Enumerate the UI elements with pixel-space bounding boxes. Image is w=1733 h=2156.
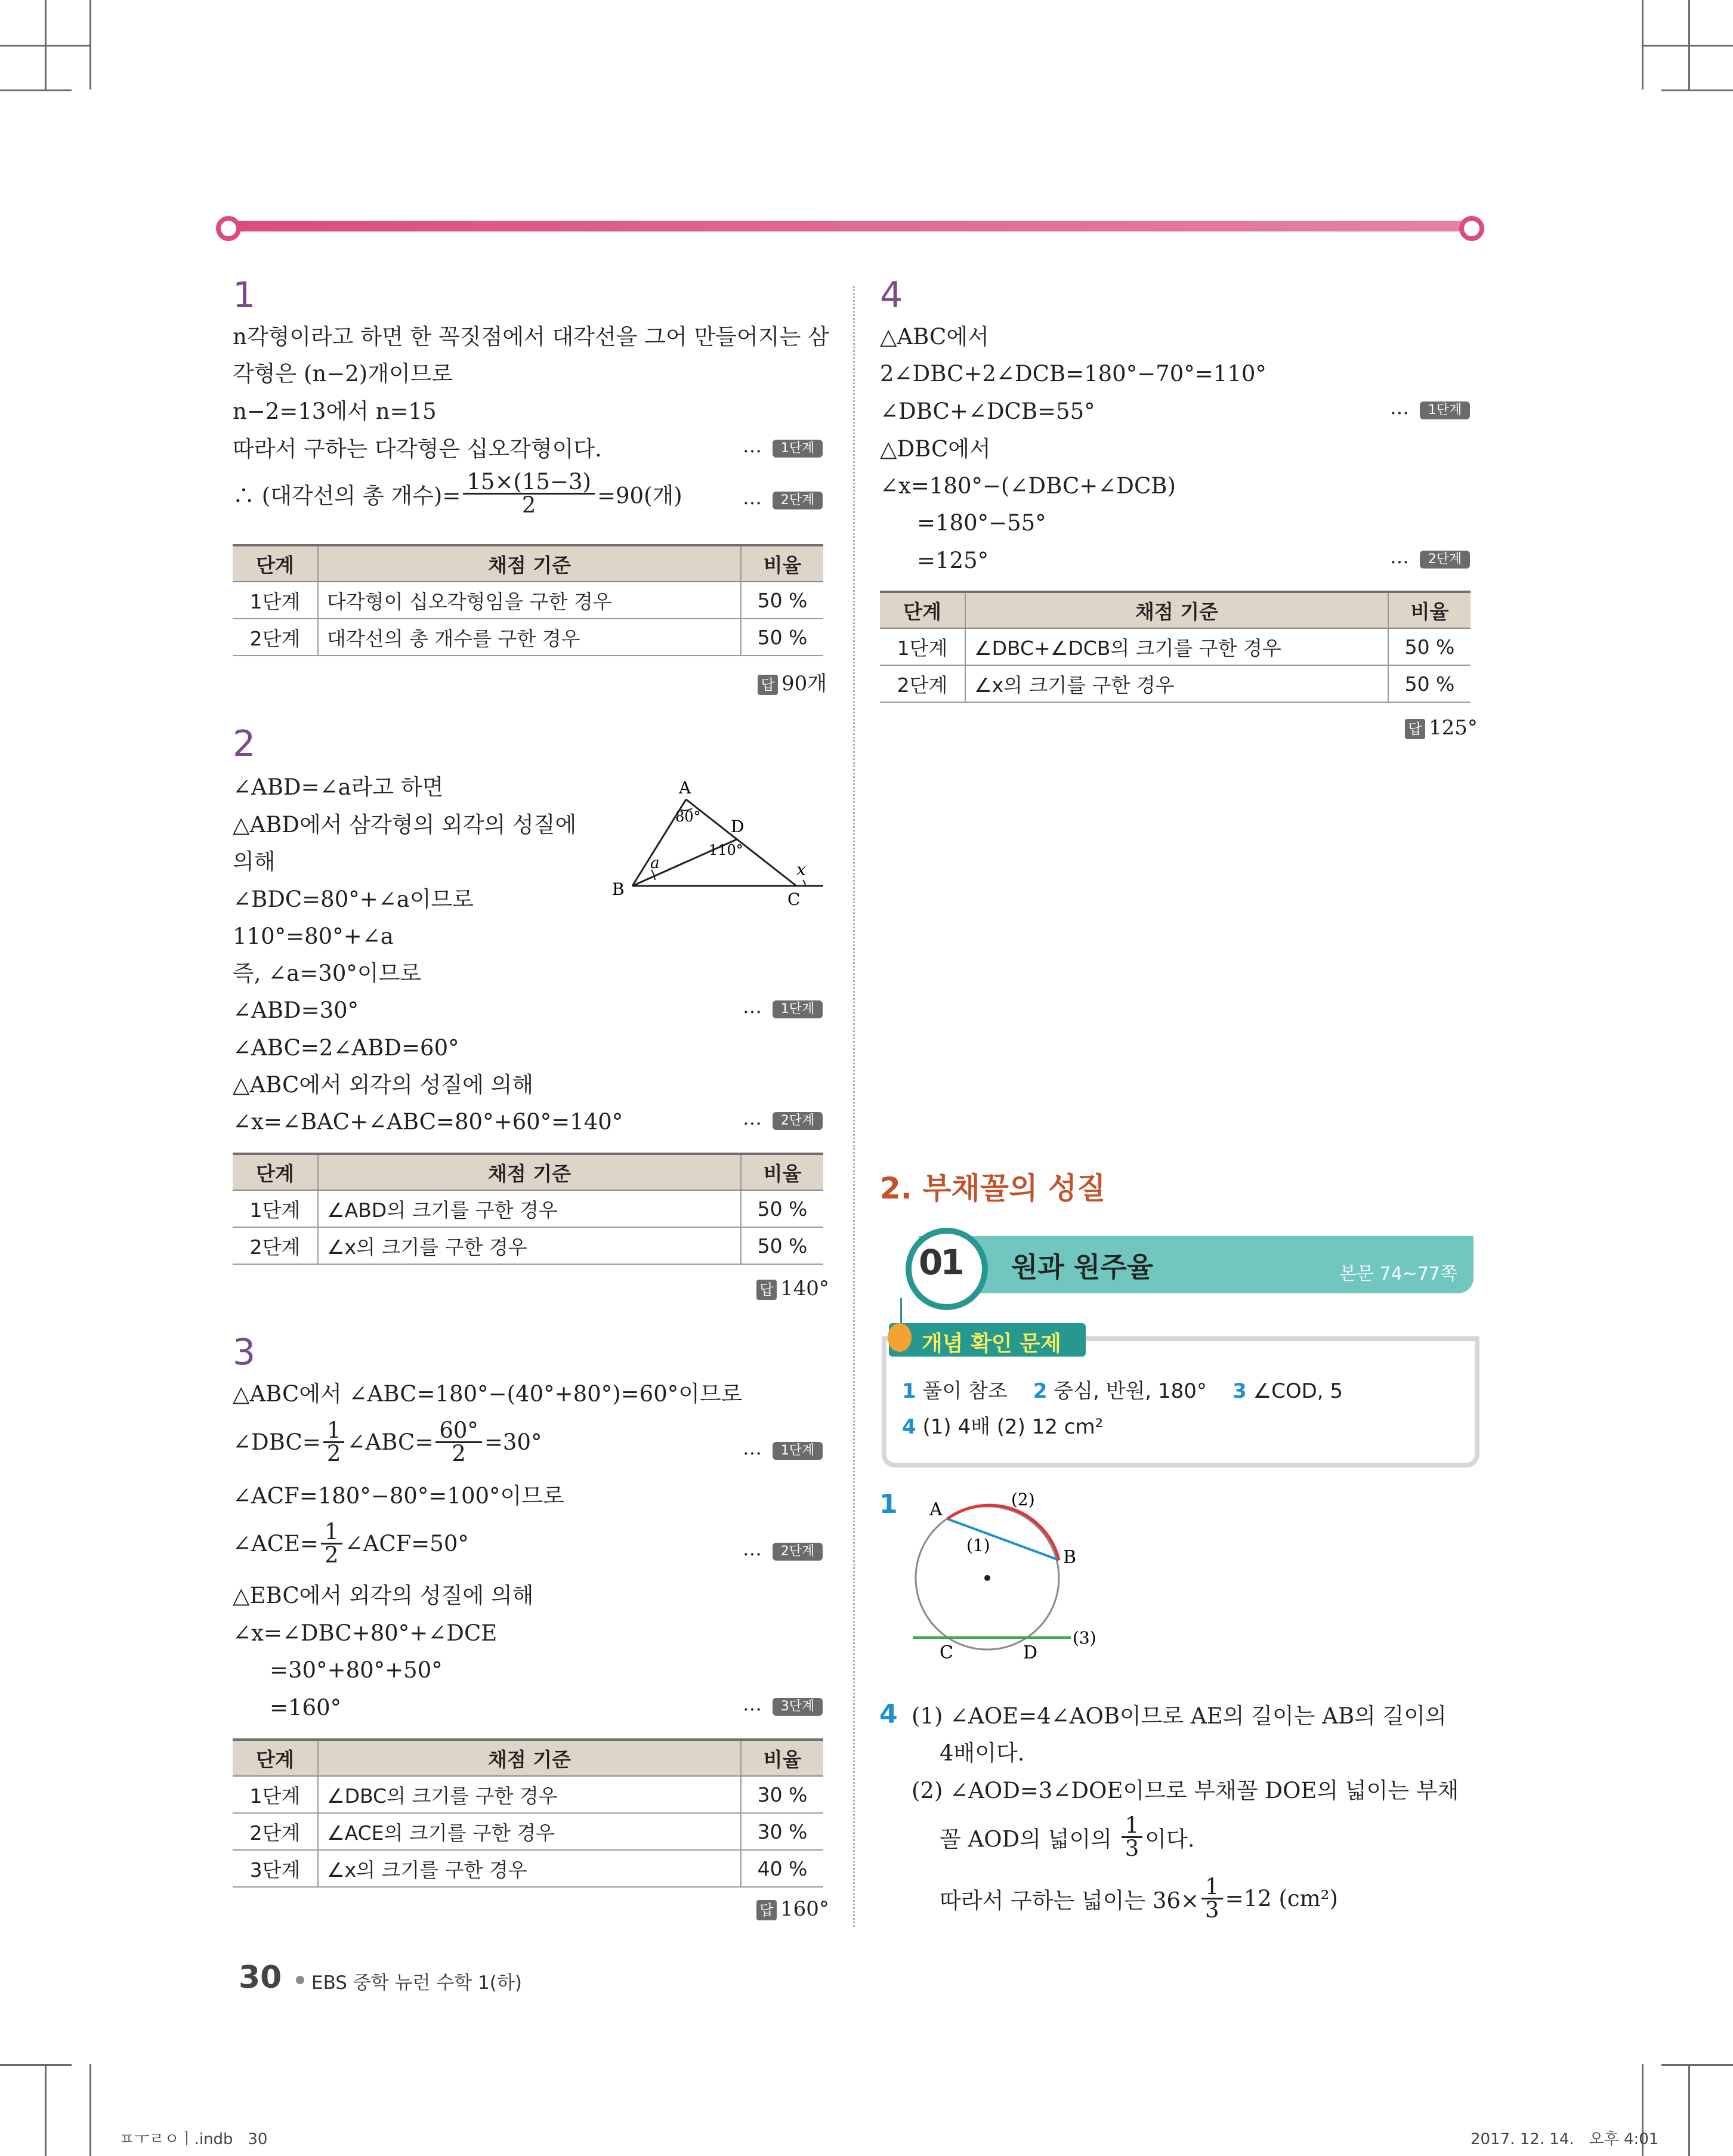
step-dots: … [743,1537,763,1560]
table-cell: 1단계 [880,628,965,665]
unit-number: 01 [919,1242,962,1283]
fraction [463,471,595,516]
angle-x-label: x [796,860,806,879]
vertex-label-d: D [731,817,745,836]
fraction-denominator: 3 [1205,1897,1219,1923]
table-cell: ∠x의 크기를 구한 경우 [965,665,1388,702]
table-cell: ∠DBC의 크기를 구한 경우 [318,1776,741,1813]
table-header: 비율 [741,1154,823,1190]
table-cell: 1단계 [233,582,318,619]
solution-line: =160° [270,1695,342,1721]
fraction-denominator: 2 [521,492,536,518]
table-cell: 50 % [741,1227,823,1264]
answer-value: 140° [780,1277,829,1301]
unit-pages: 본문 74~77쪽 [1339,1264,1457,1284]
formula-part: ∠ABC= [347,1429,434,1455]
circle-figure [907,1485,1122,1664]
fraction-denominator: 2 [326,1441,341,1466]
fraction-denominator: 2 [452,1441,466,1466]
fraction [321,1521,342,1566]
concept-num: 1 [902,1379,916,1403]
angle-110-label: 110° [709,842,743,858]
table-cell: 2단계 [233,1227,318,1264]
concept-label: 개념 확인 문제 [922,1332,1061,1356]
table-header: 채점 기준 [318,545,741,582]
angle-a-label: a [650,854,660,872]
answer-mark: 답 [1405,719,1425,739]
bulb-icon [888,1323,912,1352]
fraction [435,1417,482,1466]
step-badge: 1단계 [773,1000,823,1018]
question-number: 3 [233,1332,256,1373]
point-label-a: A [929,1499,943,1520]
triangle-figure [608,773,829,907]
step-dots: … [1390,396,1410,419]
step-badge: 2단계 [773,1543,823,1561]
solution-line [233,1417,542,1466]
footer-bullet [296,1976,304,1984]
problem-number: 1 [879,1489,898,1519]
table-cell: 50 % [741,582,823,619]
page-number: 30 [239,1960,282,1996]
formula-part: =90(개) [597,483,682,509]
answer [756,1897,829,1921]
table-cell: 50 % [1388,628,1471,665]
table-header: 채점 기준 [318,1740,741,1776]
step-badge: 1단계 [773,440,823,458]
solution-line: 의해 [233,849,276,875]
table-cell: 30 % [741,1813,823,1850]
solution-line: ∠ABD=∠a라고 하면 [233,774,444,800]
point-label-b: B [1063,1547,1077,1568]
answer [1405,716,1478,740]
table-row [233,1227,823,1264]
solution-line [233,1521,469,1566]
crop-mark [1688,2064,1690,2156]
grading-table [233,1738,823,1888]
solution-line: △ABC에서 ∠ABC=180°−(40°+80°)=60°이므로 [233,1381,743,1407]
point-label-d: D [1023,1642,1038,1663]
concept-answer: (1) 4배 (2) 12 cm² [922,1415,1104,1439]
solution-line: ∠DBC+∠DCB=55° [880,399,1095,424]
concept-num: 4 [902,1415,916,1439]
book-title: EBS 중학 뉴런 수학 1(하) [311,1972,522,1994]
grading-table [233,544,823,656]
table-cell: ∠x의 크기를 구한 경우 [318,1850,741,1887]
fraction-numerator: 1 [1122,1815,1143,1838]
step-badge: 1단계 [1420,401,1470,419]
table-row [233,582,823,619]
solution-line: △DBC에서 [880,436,991,462]
crop-mark [89,2064,91,2156]
table-cell: 50 % [741,1190,823,1227]
concept-answer: ∠COD, 5 [1253,1379,1343,1403]
formula-part: =30° [484,1429,542,1455]
table-row [880,628,1471,665]
table-row [233,1813,823,1850]
vertex-label-a: A [679,778,691,798]
table-cell: 1단계 [233,1776,318,1813]
table-header: 채점 기준 [965,592,1388,628]
formula-part: 이다. [1145,1826,1195,1852]
column-divider [853,286,855,1927]
step-dots: … [743,1692,763,1715]
solution-line: 110°=80°+∠a [233,923,394,949]
solution-line [940,1876,1338,1921]
table-header: 비율 [741,1740,823,1776]
table-row [233,619,823,656]
solution-line [233,471,682,516]
concept-answer: 풀이 참조 [922,1379,1008,1403]
solution-line: =125° [917,548,989,573]
crop-mark [1644,45,1733,47]
solution-line: (2) ∠AOD=3∠DOE이므로 부채꼴 DOE의 넓이는 부채 [912,1778,1459,1803]
table-cell: 2단계 [233,1813,318,1850]
table-header: 채점 기준 [318,1154,741,1190]
table-cell: 2단계 [880,665,965,702]
step-dots: … [743,1437,763,1459]
file-name: ㅍㅜㄹㅇㅣ.indb 30 [119,2130,268,2148]
concept-num: 2 [1033,1379,1048,1403]
crop-mark [89,0,91,89]
fraction-denominator: 3 [1125,1836,1139,1861]
table-cell: 30 % [741,1776,823,1813]
crop-mark [1661,2064,1733,2066]
formula-part: 따라서 구하는 넓이는 36× [940,1888,1200,1914]
formula-part: ∠ACE= [233,1531,319,1556]
step-dots: … [743,486,763,509]
table-cell: 50 % [1388,665,1471,702]
solution-line: △ABD에서 삼각형의 외각의 성질에 [233,812,577,838]
formula-part: ∠ACF=50° [344,1531,469,1556]
table-cell: ∠DBC+∠DCB의 크기를 구한 경우 [965,628,1388,665]
formula-part: ∴ (대각선의 총 개수)= [233,483,461,509]
fraction-numerator: 15×(15−3) [463,471,595,495]
top-divider-bar [221,221,1479,231]
step-dots: … [1390,545,1410,568]
table-row [880,665,1471,702]
step-dots: … [743,434,763,457]
solution-line: 즉, ∠a=30°이므로 [233,960,422,986]
solution-line: ∠BDC=80°+∠a이므로 [233,887,474,912]
label-3: (3) [1073,1628,1096,1648]
fraction-numerator: 1 [321,1521,342,1545]
solution-line [940,1812,1195,1861]
solution-line: ∠x=∠DBC+80°+∠DCE [233,1620,498,1646]
table-header: 비율 [1388,592,1471,628]
solution-line: ∠x=∠BAC+∠ABC=80°+60°=140° [233,1109,623,1135]
unit-title: 원과 원주율 [1011,1251,1154,1283]
answer-mark: 답 [756,1280,777,1300]
answer-value: 90개 [781,672,827,696]
concept-num: 3 [1232,1379,1247,1403]
vertex-label-b: B [612,879,625,899]
grading-table [233,1153,823,1265]
grading-table [880,591,1471,703]
formula-part: 꼴 AOD의 넓이의 [940,1826,1119,1852]
table-row [233,1190,823,1227]
answer-value: 125° [1429,716,1478,740]
step-badge: 1단계 [773,1442,823,1460]
formula-part: =12 (cm²) [1225,1886,1338,1911]
solution-line: ∠x=180°−(∠DBC+∠DCB) [880,473,1176,499]
answer [756,1277,829,1301]
step-dots: … [743,1107,763,1129]
table-cell: 40 % [741,1850,823,1887]
answer-mark: 답 [756,1900,777,1920]
step-badge: 2단계 [1420,551,1470,569]
fraction-denominator: 2 [325,1542,339,1568]
fraction [1201,1876,1223,1921]
table-cell: 1단계 [233,1190,318,1227]
answer [758,667,827,696]
fraction-numerator: 1 [323,1420,345,1443]
solution-line: 각형은 (n−2)개이므로 [233,361,453,387]
solution-line: n각형이라고 하면 한 꼭짓점에서 대각선을 그어 만들어지는 삼 [233,324,829,350]
table-row [233,1776,823,1813]
solution-line: n−2=13에서 n=15 [233,399,437,424]
solution-line: △EBC에서 외각의 성질에 의해 [233,1583,534,1608]
table-header: 단계 [880,592,965,628]
formula-part: ∠DBC= [233,1429,321,1455]
bar-end-left [216,216,241,241]
fraction-numerator: 1 [1201,1876,1223,1899]
angle-80-label: 80° [675,808,701,825]
table-cell: ∠ACE의 크기를 구한 경우 [318,1813,741,1850]
table-cell: 다각형이 십오각형임을 구한 경우 [318,582,741,619]
table-cell: 3단계 [233,1850,318,1887]
crop-mark [45,2064,47,2156]
section-title: 2. 부채꼴의 성질 [880,1171,1106,1206]
question-number: 1 [233,274,256,316]
answer-mark: 답 [758,675,778,695]
crop-mark [0,89,72,91]
step-badge: 2단계 [773,492,823,509]
step-badge: 2단계 [773,1112,823,1130]
crop-mark [1661,89,1733,91]
label-2: (2) [1011,1490,1035,1509]
label-1: (1) [966,1536,990,1555]
table-cell: ∠ABD의 크기를 구한 경우 [318,1190,741,1227]
solution-line: △ABC에서 외각의 성질에 의해 [233,1072,534,1098]
crop-mark [0,2064,72,2066]
solution-line: (1) ∠AOE=4∠AOB이므로 AE의 길이는 AB의 길이의 [912,1703,1447,1729]
answer-value: 160° [780,1897,829,1921]
question-number: 2 [233,723,256,765]
solution-line: ∠ACF=180°−80°=100°이므로 [233,1483,564,1509]
fraction [1122,1812,1143,1861]
table-header: 비율 [741,545,823,582]
table-cell: ∠x의 크기를 구한 경우 [318,1227,741,1264]
fraction-numerator: 60° [435,1420,482,1443]
table-cell: 2단계 [233,619,318,656]
step-dots: … [743,995,763,1018]
solution-line: △ABC에서 [880,324,989,350]
vertex-label-c: C [787,889,801,907]
concept-answer: 중심, 반원, 180° [1054,1379,1207,1403]
solution-line: 4배이다. [940,1740,1025,1766]
table-header: 단계 [233,545,318,582]
print-stamp: 2017. 12. 14. 오후 4:01 [1471,2130,1659,2148]
table-header: 단계 [233,1154,318,1190]
solution-line: 2∠DBC+2∠DCB=180°−70°=110° [880,361,1266,387]
table-cell: 대각선의 총 개수를 구한 경우 [318,619,741,656]
solution-line: =180°−55° [917,510,1046,536]
fraction [323,1417,345,1466]
table-row [233,1850,823,1887]
table-cell: 50 % [741,619,823,656]
solution-line: ∠ABC=2∠ABD=60° [233,1035,459,1061]
concept-answers-row2 [902,1414,1103,1440]
table-header: 단계 [233,1740,318,1776]
point-label-c: C [940,1642,953,1663]
crop-mark [45,0,47,89]
solution-line: ∠ABD=30° [233,997,359,1023]
concept-answers-row1 [902,1378,1343,1404]
question-number: 4 [880,274,903,316]
step-badge: 3단계 [773,1698,823,1716]
bar-end-right [1459,216,1484,241]
solution-line: 따라서 구하는 다각형은 십오각형이다. [233,436,602,462]
problem-number: 4 [879,1699,898,1729]
solution-line: =30°+80°+50° [270,1657,443,1683]
